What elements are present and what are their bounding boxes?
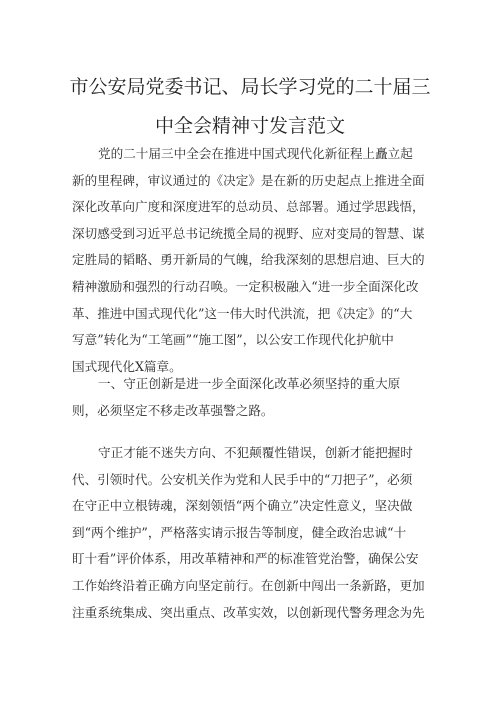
paragraph-line: 盯十看”评价体系，用改革精神和严的标准管党治警，确保公安 [72,551,419,567]
paragraph-line: 精神激励和强烈的行动召唤。一定积极融入“进一步全面深化改 [72,278,419,294]
paragraph-intro [72,141,438,380]
paragraph-line: 写意”转化为“工笔画”“施工图”，以公安工作现代化护航中 [72,332,394,348]
paragraph-line: 到“两个维护”，严格落实请示报告等制度，健全政治忠诚“十 [72,524,407,540]
section-heading-1 [72,371,438,424]
paragraph-line: 一、守正创新是进一步全面深化改革必须坚持的重大原 [98,376,401,391]
paragraph-line: 革、推进中国式现代化”这一伟大时代洪流，把《决定》的“大 [72,305,413,321]
document-title-line-2: 中全会精神寸发言范文 [154,115,345,137]
paragraph-line: 工作始终沿着正确方向坚定前行。在创新中闯出一条新路，更加 [72,577,425,593]
paragraph-line: 新的里程碑，审议通过的《决定》是在新的历史起点上推进全面 [72,172,425,188]
paragraph-line: 在守正中立根铸魂，深刻领悟“两个确立”决定性意义，坚决做 [72,498,413,514]
paragraph-line: 定胜局的韬略、勇开新局的气魄，给我深刻的思想启迪、巨大的 [72,252,425,268]
paragraph-line: 代、引领时代。公安机关作为党和人民手中的“刀把子”，必须 [72,471,413,487]
paragraph-line: 注重系统集成、突出重点、改革实效，以创新现代警务理念为先 [72,604,425,620]
document-title-line-1: 市公安局党委书记、局长学习党的二十届三 [69,76,431,98]
paragraph-line: 深切感受到习近平总书记统揽全局的视野、应对变局的智慧、谋 [72,225,425,241]
paragraph-line: 深化改革向广度和深度进军的总动员、总部署。通过学思践悟， [72,199,425,215]
paragraph-line: 守正才能不迷失方向、不犯颠覆性错误，创新才能把握时 [98,445,413,460]
paragraph-line: 党的二十届三中全会在推进中国式现代化新征程上矗立起 [98,146,413,161]
paragraph-section-1 [72,440,438,626]
paragraph-line: 国式现代化X篇章。 [72,358,182,374]
paragraph-line: 则，必须坚定不移走改革强警之路。 [72,402,274,418]
